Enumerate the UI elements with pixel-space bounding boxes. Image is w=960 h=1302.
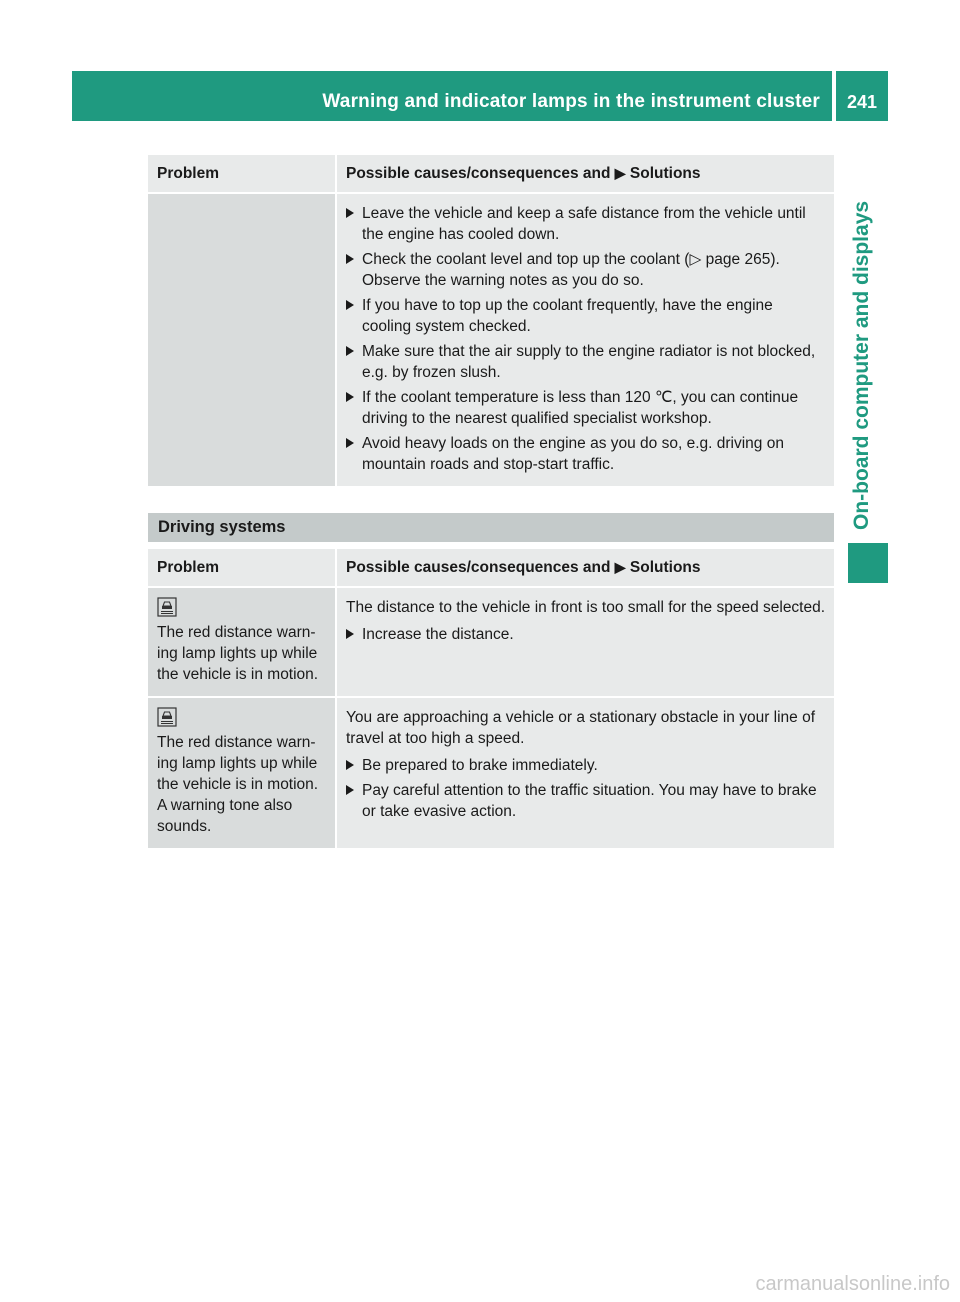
step-text: If the coolant temperature is less than 120 ℃, you can continue driving to the nearest qualified specialist workshop. [362, 389, 799, 427]
step-text: If you have to top up the coolant frequently, have the engine cooling system checked. [362, 297, 773, 335]
problem-cell [148, 193, 336, 486]
cause-text: The distance to the vehicle in front is too small for the speed selected. [346, 599, 826, 616]
page-number-box [836, 71, 888, 121]
step-text: Pay careful attention to the traffic situation. You may have to brake or take evasive action. [362, 782, 817, 820]
side-tab-label: On-board computer and displays [850, 200, 873, 530]
watermark: carmanualsonline.info [755, 1273, 950, 1295]
problem-cell [148, 587, 336, 697]
step-arrow-icon [346, 208, 354, 218]
section-title: Driving systems [158, 518, 286, 536]
step-arrow-icon [346, 438, 354, 448]
step-arrow-icon [346, 300, 354, 310]
solution-step [346, 203, 826, 245]
table-row [148, 193, 834, 486]
solution-step [346, 624, 826, 645]
solution-step [346, 295, 826, 337]
solution-step [346, 387, 826, 429]
solution-step [346, 249, 826, 291]
step-text: Avoid heavy loads on the engine as you do so, e.g. driving on mountain roads and stop-start traffic. [362, 435, 784, 473]
solution-step [346, 433, 826, 475]
solution-step [346, 780, 826, 822]
column-header-solutions-text: Possible causes/consequences and [346, 165, 611, 182]
solution-cell [336, 697, 834, 848]
table-row [148, 587, 834, 697]
step-text: Make sure that the air supply to the engine radiator is not blocked, e.g. by frozen slush. [362, 343, 816, 381]
page-number: 241 [846, 92, 878, 112]
column-header-solutions [336, 155, 834, 193]
column-header-solutions [336, 549, 834, 587]
page-header-bar [72, 71, 832, 121]
table-row [148, 697, 834, 848]
coolant-table [148, 155, 834, 486]
solution-cell [336, 193, 834, 486]
step-text: Be prepared to brake immediately. [362, 757, 598, 774]
solutions-arrow-icon: ▶ [614, 165, 626, 181]
step-arrow-icon [346, 629, 354, 639]
solutions-arrow-icon: ▶ [614, 559, 626, 575]
side-tab-marker [848, 543, 888, 583]
step-text: Leave the vehicle and keep a safe distance from the vehicle until the engine has cooled down. [362, 205, 806, 243]
step-arrow-icon [346, 785, 354, 795]
cause-text: You are approaching a vehicle or a stationary obstacle in your line of travel at too high a speed. [346, 709, 816, 747]
step-arrow-icon [346, 760, 354, 770]
column-header-problem: Problem [148, 549, 336, 587]
step-arrow-icon [346, 254, 354, 264]
solution-cell [336, 587, 834, 697]
header-title: Warning and indicator lamps in the instrument cluster [322, 91, 820, 112]
step-text: Check the coolant level and top up the coolant (▷ page 265). Observe the warning notes as you do so. [362, 251, 780, 289]
solution-step [346, 341, 826, 383]
column-header-problem: Problem [148, 155, 336, 193]
column-header-solutions-suffix: Solutions [629, 559, 701, 576]
column-header-solutions-suffix: Solutions [629, 165, 701, 182]
solution-step [346, 755, 826, 776]
driving-systems-table [148, 549, 834, 848]
problem-cell [148, 697, 336, 848]
section-heading-bar [148, 513, 834, 542]
problem-text: The red distance warn-ing lamp lights up while the vehicle is in motion. A warning tone also sounds. [157, 734, 319, 835]
distance-warning-lamp-icon [157, 707, 177, 727]
step-arrow-icon [346, 392, 354, 402]
step-arrow-icon [346, 346, 354, 356]
distance-warning-lamp-icon [157, 597, 177, 617]
step-text: Increase the distance. [362, 626, 514, 643]
column-header-solutions-text: Possible causes/consequences and [346, 559, 611, 576]
problem-text: The red distance warn-ing lamp lights up while the vehicle is in motion. [157, 624, 319, 683]
